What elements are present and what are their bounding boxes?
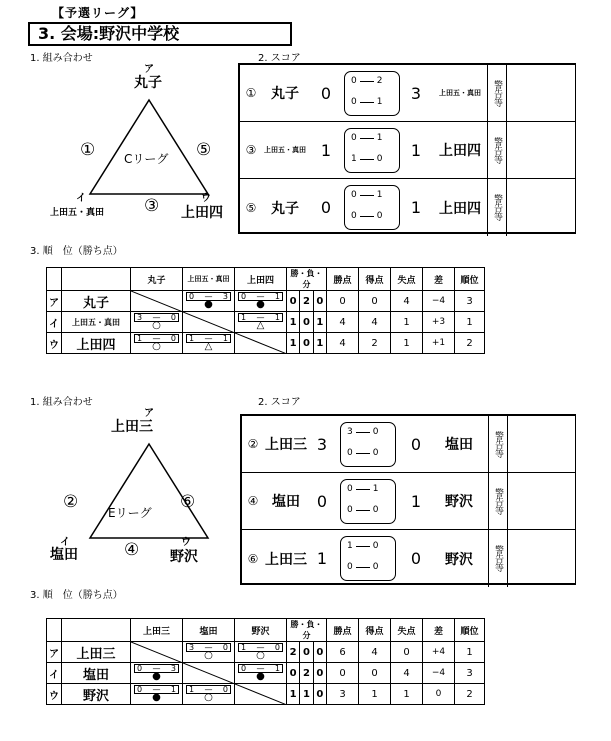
period-scores — [340, 422, 396, 467]
result-mark: ● — [256, 671, 265, 682]
standings-table — [46, 267, 485, 354]
home-score: 0 — [316, 491, 328, 511]
period-home: 3 — [347, 427, 353, 437]
period-line — [351, 97, 382, 107]
home-team: 丸子 — [271, 86, 299, 102]
vertex-team-i: 上田五・真田 — [50, 208, 105, 218]
result-for: 0 — [241, 663, 247, 673]
goal-diff: +3 — [423, 312, 455, 333]
period-away: 1 — [372, 484, 379, 494]
period-line — [351, 190, 382, 200]
vertex-team-u: 上田四 — [181, 205, 223, 221]
home-team: 上田三 — [265, 437, 307, 453]
warning-label: 警告等 — [492, 79, 502, 107]
losses: 2 — [300, 663, 313, 684]
result-mark: ● — [204, 299, 213, 310]
edge-number-right: ⑥ — [180, 492, 196, 512]
vertex-team-u: 野沢 — [170, 549, 198, 565]
self-match-diagonal — [235, 684, 287, 705]
period-dash — [360, 216, 374, 217]
standings-table — [46, 618, 485, 705]
vertex-kana-a: ア — [144, 64, 154, 75]
venue-title: 3. 会場:野沢中学校 — [28, 22, 292, 46]
result-against: 1 — [274, 312, 280, 322]
goals-for: 0 — [359, 663, 391, 684]
vertex-kana-u: ウ — [201, 193, 211, 204]
result-mark: ○ — [204, 692, 213, 703]
row-team: 上田四 — [62, 333, 131, 354]
result-cell — [183, 684, 235, 705]
league-name: Eリーグ — [108, 506, 152, 520]
draws: 0 — [313, 684, 326, 705]
result-against: 1 — [222, 333, 228, 343]
points: 4 — [327, 312, 359, 333]
header-10: 順位 — [455, 619, 485, 642]
corner-cell — [62, 268, 131, 291]
period-dash — [360, 195, 374, 196]
points: 3 — [327, 684, 359, 705]
score-row — [240, 65, 575, 122]
result-cell — [183, 291, 235, 312]
header-7: 得点 — [359, 268, 391, 291]
result-dash: — — [152, 312, 161, 322]
wins: 1 — [287, 333, 300, 354]
vertex-team-i: 塩田 — [50, 547, 78, 563]
result-for: 0 — [189, 291, 195, 301]
header-8: 失点 — [391, 619, 423, 642]
warning-label: 警告等 — [493, 487, 503, 515]
score-sheet — [238, 63, 576, 234]
result-for: 1 — [189, 333, 195, 343]
period-line — [347, 448, 378, 458]
period-away: 0 — [372, 448, 379, 458]
header-team: 丸子 — [131, 268, 183, 291]
row-team: 上田三 — [62, 642, 131, 663]
result-against: 0 — [170, 333, 176, 343]
result-for: 1 — [241, 642, 247, 652]
away-team: 上田四 — [439, 143, 481, 159]
period-dash — [356, 567, 370, 568]
header-wld: 勝・負・分 — [287, 268, 327, 291]
result-against: 3 — [222, 291, 228, 301]
goals-against: 4 — [391, 291, 423, 312]
result-cell — [183, 642, 235, 663]
result-cell — [235, 642, 287, 663]
away-score: 3 — [410, 83, 422, 103]
period-scores — [344, 185, 400, 230]
period-home: 0 — [347, 448, 353, 458]
result-for: 1 — [241, 312, 247, 322]
home-score: 1 — [316, 549, 328, 568]
away-score: 0 — [410, 434, 422, 454]
result-dash: — — [152, 663, 161, 673]
period-scores — [340, 536, 396, 581]
warning-cell — [488, 473, 508, 529]
away-score: 0 — [410, 549, 422, 568]
period-home: 0 — [351, 76, 357, 86]
home-score: 0 — [320, 83, 332, 103]
edge-number-bottom: ③ — [144, 196, 160, 216]
result-cell — [235, 312, 287, 333]
result-against: 0 — [222, 684, 228, 694]
header-wld: 勝・負・分 — [287, 619, 327, 642]
row-team: 野沢 — [62, 684, 131, 705]
result-against: 3 — [170, 663, 176, 673]
row-kana: ア — [47, 291, 62, 312]
period-line — [347, 541, 378, 551]
header-team: 上田四 — [235, 268, 287, 291]
period-line — [347, 505, 378, 515]
vertex-team-a: 上田三 — [111, 419, 153, 435]
period-scores — [344, 128, 400, 173]
vertex-kana-a: ア — [144, 408, 154, 419]
period-scores — [340, 479, 396, 524]
rank: 1 — [455, 642, 485, 663]
warning-cell — [487, 122, 507, 178]
header-8: 失点 — [391, 268, 423, 291]
points: 0 — [327, 291, 359, 312]
period-dash — [356, 453, 370, 454]
result-cell — [235, 291, 287, 312]
away-team: 塩田 — [445, 437, 473, 453]
vertex-kana-i: イ — [60, 537, 70, 548]
period-dash — [360, 138, 374, 139]
result-dash: — — [256, 663, 265, 673]
period-away: 2 — [376, 76, 383, 86]
result-mark: △ — [256, 320, 265, 331]
losses: 0 — [300, 333, 313, 354]
period-home: 0 — [351, 190, 357, 200]
result-cell — [183, 663, 235, 684]
result-dash: — — [204, 333, 213, 343]
standings-row — [47, 312, 485, 333]
goals-against: 4 — [391, 663, 423, 684]
period-dash — [356, 510, 370, 511]
edge-number-bottom: ④ — [124, 540, 140, 560]
period-home: 0 — [347, 484, 353, 494]
standings-header-row — [47, 268, 485, 291]
losses: 2 — [300, 291, 313, 312]
period-line — [351, 76, 382, 86]
result-cell — [235, 684, 287, 705]
period-away: 0 — [376, 154, 383, 164]
period-home: 0 — [347, 505, 353, 515]
match-number: ⑥ — [247, 551, 259, 566]
away-team: 上田五・真田 — [439, 89, 481, 97]
header-10: 順位 — [455, 268, 485, 291]
result-against: 1 — [274, 291, 280, 301]
result-dash: — — [152, 684, 161, 694]
period-home: 1 — [347, 541, 353, 551]
league-name: Cリーグ — [124, 152, 169, 166]
result-cell — [235, 663, 287, 684]
result-against: 0 — [170, 312, 176, 322]
standings-row — [47, 684, 485, 705]
result-cell — [131, 312, 183, 333]
score-label: 2. スコア — [258, 53, 301, 64]
header-team: 上田五・真田 — [183, 268, 235, 291]
home-team: 上田五・真田 — [264, 146, 306, 154]
row-team: 丸子 — [62, 291, 131, 312]
header-9: 差 — [423, 619, 455, 642]
pairing-label: 1. 組み合わせ — [30, 53, 93, 64]
score-row — [240, 122, 575, 179]
period-line — [347, 484, 378, 494]
result-for: 3 — [189, 642, 195, 652]
away-team: 野沢 — [445, 551, 473, 568]
result-cell — [131, 663, 183, 684]
edge-number-right: ⑤ — [196, 140, 212, 160]
warning-label: 警告等 — [492, 136, 502, 164]
row-team: 上田五・真田 — [62, 312, 131, 333]
losses: 0 — [300, 312, 313, 333]
period-home: 0 — [351, 211, 357, 221]
result-mark: ● — [152, 671, 161, 682]
standings-row — [47, 663, 485, 684]
row-kana: イ — [47, 312, 62, 333]
wins: 1 — [287, 312, 300, 333]
rank: 2 — [455, 333, 485, 354]
score-row — [240, 179, 575, 236]
warning-label: 警告等 — [493, 430, 503, 458]
result-mark: ○ — [256, 650, 265, 661]
period-away: 1 — [376, 97, 383, 107]
result-cell — [131, 684, 183, 705]
score-label: 2. スコア — [258, 397, 301, 408]
goals-against: 1 — [391, 684, 423, 705]
home-team: 塩田 — [272, 494, 300, 510]
rank: 3 — [455, 663, 485, 684]
header-team: 上田三 — [131, 619, 183, 642]
warning-cell — [487, 65, 507, 121]
period-dash — [356, 546, 370, 547]
corner-cell — [47, 619, 62, 642]
home-score: 0 — [320, 198, 332, 217]
period-dash — [356, 489, 370, 490]
standings-row — [47, 642, 485, 663]
wins: 0 — [287, 663, 300, 684]
result-cell — [131, 291, 183, 312]
rank: 2 — [455, 684, 485, 705]
period-line — [351, 133, 382, 143]
home-score: 3 — [316, 434, 328, 454]
result-against: 1 — [274, 663, 280, 673]
period-home: 0 — [347, 562, 353, 572]
result-dash: — — [256, 312, 265, 322]
goals-against: 1 — [391, 312, 423, 333]
corner-cell — [62, 619, 131, 642]
result-dash: — — [256, 642, 265, 652]
home-team: 丸子 — [271, 200, 299, 217]
draws: 1 — [313, 333, 326, 354]
pairing-label: 1. 組み合わせ — [30, 397, 93, 408]
result-for: 0 — [137, 663, 143, 673]
away-score: 1 — [410, 491, 422, 511]
warning-cell — [487, 179, 507, 236]
result-dash: — — [256, 291, 265, 301]
standings-label: 3. 順 位（勝ち点） — [30, 590, 123, 601]
score-row — [242, 473, 575, 530]
score-row — [242, 416, 575, 473]
period-line — [347, 427, 378, 437]
league-block — [0, 341, 611, 704]
goal-diff: −4 — [423, 663, 455, 684]
period-dash — [360, 159, 374, 160]
goals-for: 1 — [359, 684, 391, 705]
result-mark: ○ — [152, 320, 161, 331]
row-kana: ウ — [47, 684, 62, 705]
row-kana: ア — [47, 642, 62, 663]
home-score: 1 — [320, 140, 332, 160]
rank: 3 — [455, 291, 485, 312]
period-away: 0 — [376, 211, 383, 221]
period-away: 1 — [376, 133, 383, 143]
score-sheet — [240, 414, 576, 585]
row-team: 塩田 — [62, 663, 131, 684]
away-score: 1 — [410, 198, 422, 217]
warning-cell — [488, 530, 508, 587]
self-match-diagonal — [131, 291, 183, 312]
period-dash — [356, 432, 370, 433]
result-for: 0 — [241, 291, 247, 301]
goals-for: 4 — [359, 642, 391, 663]
goals-for: 4 — [359, 312, 391, 333]
period-dash — [360, 81, 374, 82]
result-dash: — — [204, 684, 213, 694]
goals-for: 0 — [359, 291, 391, 312]
header-team: 塩田 — [183, 619, 235, 642]
result-dash: — — [204, 291, 213, 301]
result-mark: ● — [256, 299, 265, 310]
score-row — [242, 530, 575, 587]
result-against: 0 — [274, 642, 280, 652]
standings-label: 3. 順 位（勝ち点） — [30, 246, 123, 257]
result-for: 1 — [137, 333, 143, 343]
period-home: 0 — [351, 97, 357, 107]
edge-number-left: ② — [63, 492, 79, 512]
result-mark: △ — [204, 341, 213, 352]
row-kana: ウ — [47, 333, 62, 354]
vertex-kana-u: ウ — [181, 537, 191, 548]
draws: 0 — [313, 663, 326, 684]
losses: 1 — [300, 684, 313, 705]
vertex-kana-i: イ — [76, 193, 86, 204]
warning-label: 警告等 — [493, 545, 503, 572]
period-home: 1 — [351, 154, 357, 164]
period-away: 0 — [372, 541, 379, 551]
away-team: 野沢 — [445, 494, 473, 510]
warning-cell — [488, 416, 508, 472]
period-dash — [360, 102, 374, 103]
goals-against: 0 — [391, 642, 423, 663]
result-mark: ○ — [204, 650, 213, 661]
row-kana: イ — [47, 663, 62, 684]
result-mark: ○ — [152, 341, 161, 352]
header-7: 得点 — [359, 619, 391, 642]
self-match-diagonal — [183, 312, 235, 333]
away-team: 上田四 — [439, 200, 481, 217]
points: 0 — [327, 663, 359, 684]
vertex-team-a: 丸子 — [134, 75, 162, 91]
goals-against: 1 — [391, 333, 423, 354]
result-for: 3 — [137, 312, 143, 322]
wins: 2 — [287, 642, 300, 663]
wins: 0 — [287, 291, 300, 312]
result-mark: ● — [152, 692, 161, 703]
away-score: 1 — [410, 140, 422, 160]
wins: 1 — [287, 684, 300, 705]
section-heading: 【予選リーグ】 — [52, 6, 144, 20]
match-number: ① — [245, 86, 257, 100]
result-cell — [131, 642, 183, 663]
league-block — [0, 0, 611, 353]
result-for: 1 — [189, 684, 195, 694]
points: 6 — [327, 642, 359, 663]
period-away: 0 — [372, 562, 379, 572]
header-6: 勝点 — [327, 619, 359, 642]
goal-diff: −4 — [423, 291, 455, 312]
rank: 1 — [455, 312, 485, 333]
standings-header-row — [47, 619, 485, 642]
home-team: 上田三 — [265, 551, 307, 568]
draws: 0 — [313, 291, 326, 312]
losses: 0 — [300, 642, 313, 663]
result-against: 0 — [222, 642, 228, 652]
goal-diff: 0 — [423, 684, 455, 705]
standings-row — [47, 291, 485, 312]
period-scores — [344, 71, 400, 116]
draws: 1 — [313, 312, 326, 333]
period-home: 0 — [351, 133, 357, 143]
period-line — [351, 211, 382, 221]
corner-cell — [47, 268, 62, 291]
result-against: 1 — [170, 684, 176, 694]
result-dash: — — [204, 642, 213, 652]
period-away: 0 — [372, 505, 379, 515]
self-match-diagonal — [183, 663, 235, 684]
draws: 0 — [313, 642, 326, 663]
period-line — [347, 562, 378, 572]
goals-for: 2 — [359, 333, 391, 354]
warning-label: 警告等 — [492, 194, 502, 221]
match-number: ③ — [245, 143, 257, 157]
goal-diff: +1 — [423, 333, 455, 354]
period-line — [351, 154, 382, 164]
goal-diff: +4 — [423, 642, 455, 663]
header-9: 差 — [423, 268, 455, 291]
points: 4 — [327, 333, 359, 354]
result-dash: — — [152, 333, 161, 343]
edge-number-left: ① — [80, 140, 96, 160]
self-match-diagonal — [131, 642, 183, 663]
match-number: ② — [247, 437, 259, 451]
period-away: 1 — [376, 190, 383, 200]
match-number: ⑤ — [245, 200, 257, 215]
header-team: 野沢 — [235, 619, 287, 642]
header-6: 勝点 — [327, 268, 359, 291]
result-cell — [183, 312, 235, 333]
result-for: 0 — [137, 684, 143, 694]
period-away: 0 — [372, 427, 379, 437]
match-number: ④ — [247, 494, 259, 508]
